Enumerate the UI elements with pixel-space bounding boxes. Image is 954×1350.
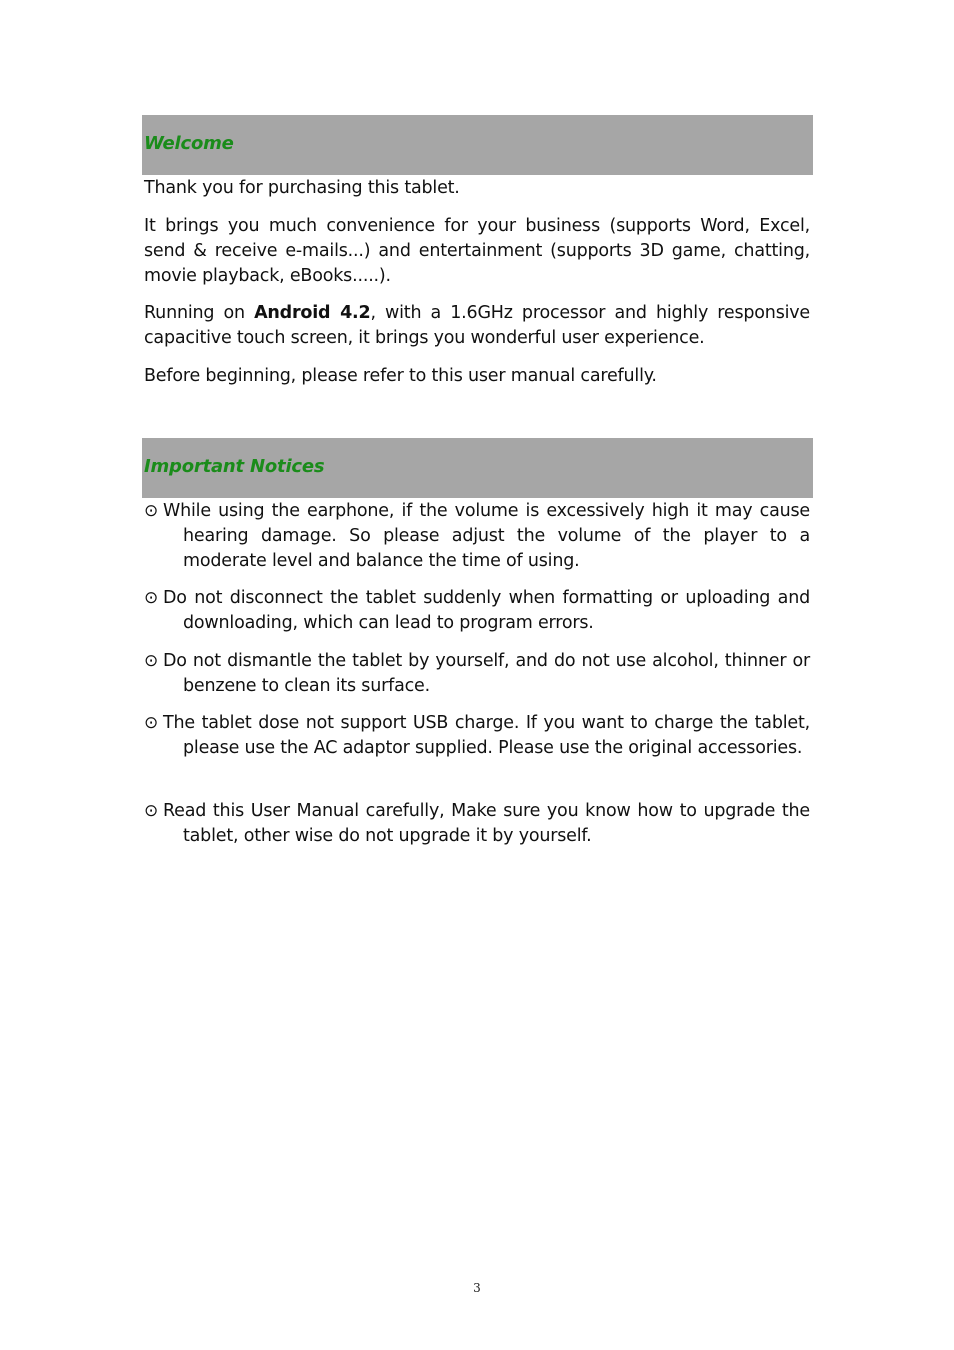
- notice-text: Do not disconnect the tablet suddenly when formatting or uploading and downloading, which can lead to program errors.: [163, 588, 810, 633]
- welcome-paragraph-2: It brings you much convenience for your business (supports Word, Excel, send & receive e-mails...) and entertainment (supports 3D game, chatting, movie playback, eBooks.....).: [144, 216, 810, 286]
- welcome-paragraph-1: Thank you for purchasing this tablet.: [144, 178, 460, 198]
- notices-section-header: [142, 438, 813, 498]
- welcome-paragraph-4: Before beginning, please refer to this user manual carefully.: [144, 366, 657, 386]
- android-version: Android 4.2: [254, 303, 371, 323]
- notice-item: [144, 586, 810, 636]
- notice-text: Read this User Manual carefully, Make sure you know how to upgrade the tablet, other wise do not upgrade it by yourself.: [163, 801, 810, 846]
- notice-item: [144, 649, 810, 699]
- bullet-circle-icon: ⊙: [144, 588, 159, 608]
- notice-item: [144, 711, 810, 761]
- notices-heading: Important Notices: [144, 456, 325, 477]
- notice-item: [144, 799, 810, 849]
- notice-text: The tablet dose not support USB charge. If you want to charge the tablet, please use the AC adaptor supplied. Please use the original accessories.: [163, 713, 810, 758]
- welcome-heading: Welcome: [144, 133, 234, 154]
- bullet-circle-icon: ⊙: [144, 651, 159, 671]
- welcome-paragraph-3: [144, 301, 810, 351]
- bullet-circle-icon: ⊙: [144, 713, 159, 733]
- bullet-circle-icon: ⊙: [144, 801, 159, 821]
- notice-item: [144, 499, 810, 574]
- paragraph-3-suffix: , with a 1.6GHz processor and highly responsive capacitive touch screen, it brings you wonderful user experience.: [144, 303, 810, 348]
- paragraph-3-prefix: Running on: [144, 303, 255, 323]
- bullet-circle-icon: ⊙: [144, 501, 159, 521]
- notice-text: While using the earphone, if the volume is excessively high it may cause hearing damage. So please adjust the volume of the player to a moderate level and balance the time of using.: [163, 501, 810, 571]
- welcome-section-header: [142, 115, 813, 175]
- notice-text: Do not dismantle the tablet by yourself, and do not use alcohol, thinner or benzene to clean its surface.: [163, 651, 810, 696]
- page-number: 3: [473, 1281, 481, 1295]
